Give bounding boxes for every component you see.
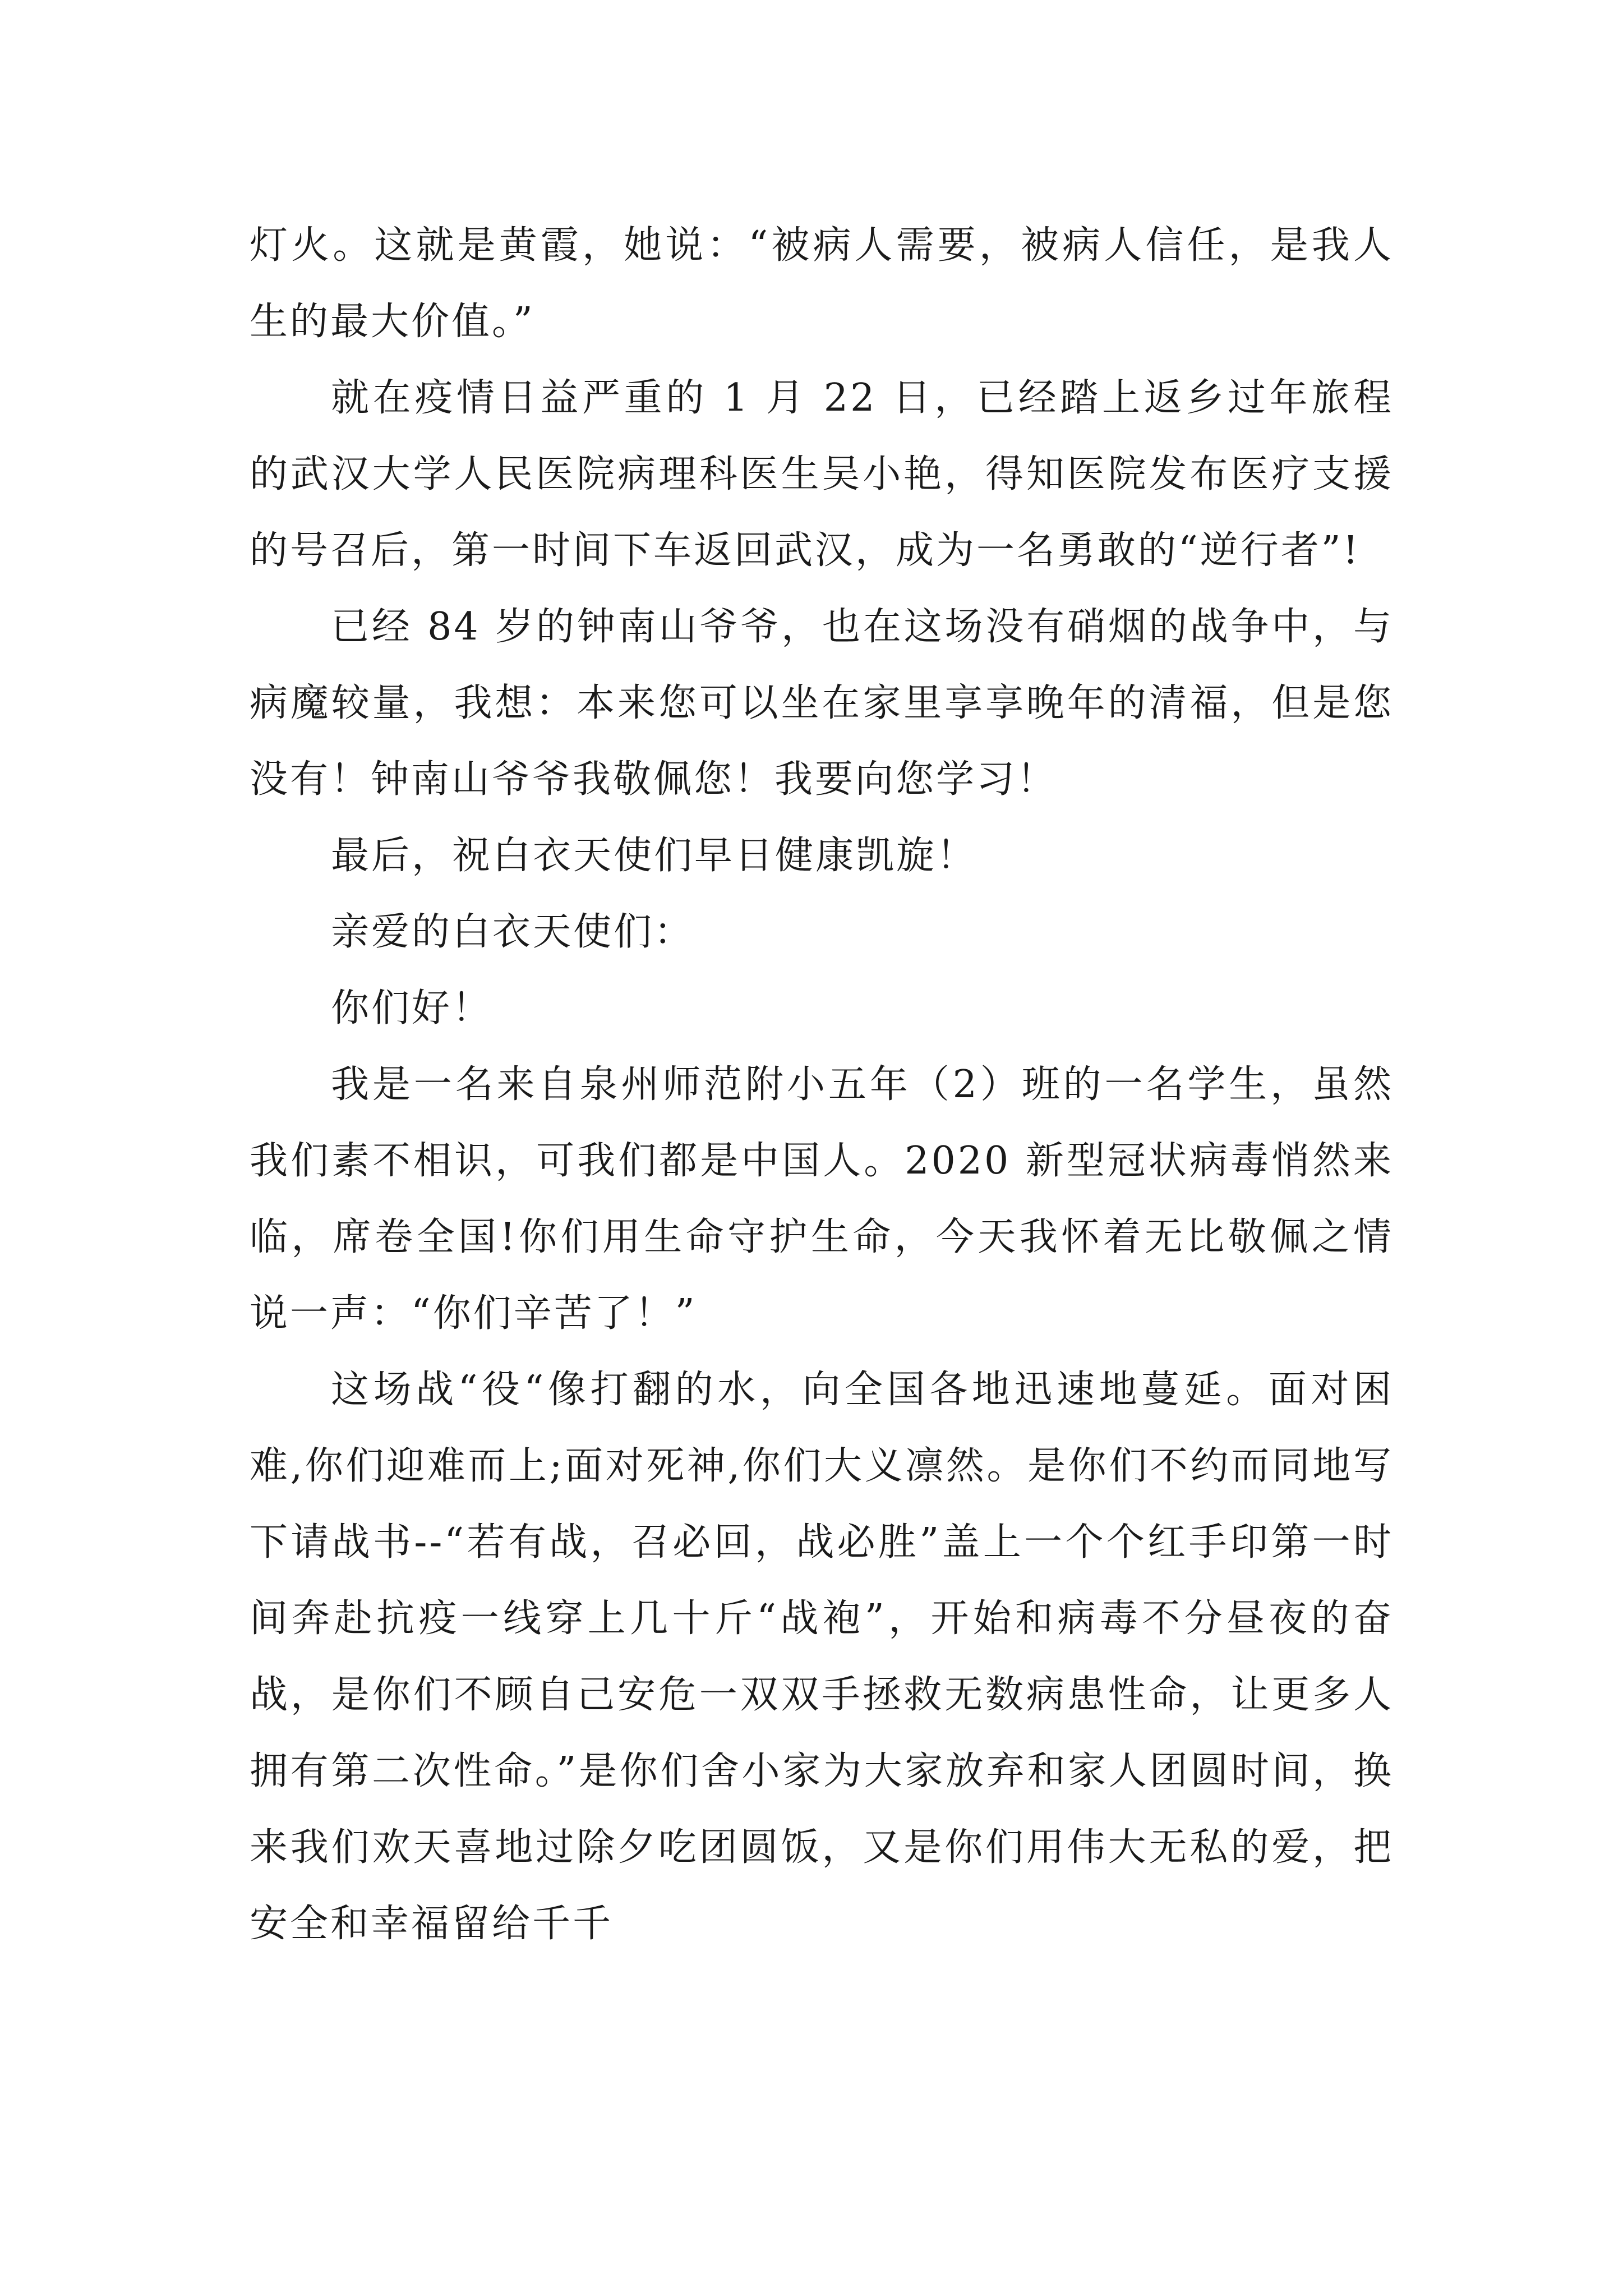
letter-salutation: 亲爱的白衣天使们：	[331, 910, 695, 954]
body-text	[250, 208, 1394, 1962]
paragraph-continuation: 灯火。这就是黄霞，她说：“被病人需要，被病人信任，是我人生的最大价值。”	[250, 223, 1394, 344]
paragraph-zhong-nanshan: 已经 84 岁的钟南山爷爷，也在这场没有硝烟的战争中，与病魔较量，我想：本来您可以坐在家里享享晚年的清福，但是您没有！钟南山爷爷我敬佩您！我要向您学习！	[250, 605, 1394, 802]
paragraph-wu-xiaoyan: 就在疫情日益严重的 1 月 22 日，已经踏上返乡过年旅程的武汉大学人民医院病理科医生吴小艳，得知医院发布医疗支援的号召后，第一时间下车返回武汉，成为一名勇敢的“逆行者”!	[250, 376, 1394, 573]
paragraph-introduction: 我是一名来自泉州师范附小五年（2）班的一名学生，虽然我们素不相识，可我们都是中国人。2020 新型冠状病毒悄然来临，席卷全国!你们用生命守护生命，今天我怀着无比敬佩之情说一声：“你们辛苦了！”	[250, 1062, 1394, 1336]
letter-greeting: 你们好！	[331, 986, 493, 1030]
paragraph-battle: 这场战“役“像打翻的水，向全国各地迅速地蔓延。面对困难,你们迎难而上;面对死神,你们大义凛然。是你们不约而同地写下请战书--“若有战，召必回，战必胜”盖上一个个红手印第一时间奔赴抗疫一线穿上几十斤“战袍”，开始和病毒不分昼夜的奋战，是你们不顾自己安危一双双手拯救无数病患性命，让更多人拥有第二次性命。”是你们舍小家为大家放弃和家人团圆时间，换来我们欢天喜地过除夕吃团圆饭，又是你们用伟大无私的爱，把安全和幸福留给千千	[250, 1368, 1394, 1946]
paragraph-closing-wish: 最后，祝白衣天使们早日健康凯旋！	[331, 834, 978, 878]
